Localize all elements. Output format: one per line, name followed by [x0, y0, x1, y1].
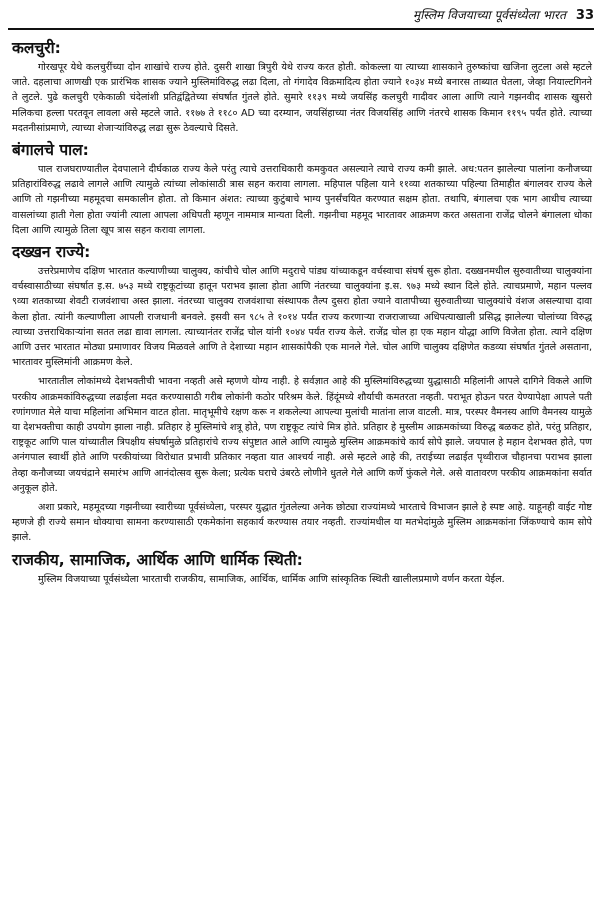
- section-heading: राजकीय, सामाजिक, आर्थिक आणि धार्मिक स्थिती:: [12, 550, 303, 569]
- paragraph: अशा प्रकारे, महमूदच्या गझनीच्या स्वारीच्या पूर्वसंध्येला, परस्पर युद्धात गुंतलेल्या अनेक छोट्या राज्यांमध्ये भारताचे विभाजन झाले हे स्पष्ट आहे. याहूनही वाईट गोष्ट म्हणजे ही राज्ये समान धोक्याचा सामना करण्यासाठी एकमेकांना सहकार्य करण्यास तयार नव्हती. राज्यांमधील या मतभेदांमुळे मुस्लिम आक्रमकांना जिंकण्याचे काम सोपे झाले.: [12, 502, 592, 544]
- page-body: [12, 34, 592, 591]
- section-deccan-kingdoms: [12, 242, 592, 546]
- section-heading: बंगालचे पाल:: [12, 141, 89, 160]
- section-conditions: [12, 550, 592, 587]
- paragraph: गोरखपूर येथे कलचुरींच्या दोन शाखांचे राज्य होते. दुसरी शाखा त्रिपुरी येथे राज्य करत होती. कोकल्ला या त्याच्या शासकाने तुरुष्कांचा खजिना लुटला असे म्हटले जाते. दहलाचा आणखी एक प्रारंभिक शासक ज्याने मुस्लिमांविरुद्ध लढा दिला, तो गंगादेव विक्रमादित्य होता ज्याने १०३४ मध्ये बनारस ताब्यात घेतला, जेव्हा नियाल्टगिनने ते लुटले. पुढे कलचुरी एकेकाळी चंदेलांशी प्रतिद्वंद्वितेच्या संघर्षात गुंतले होते. सुमारे ११३९ मध्ये जयसिंह कलचुरी गादीवर आला आणि त्याने गझनवीद शासक खुसरो मलिकचा हल्ला परतवून लावला असे म्हटले जाते. ११७७ ते ११८० AD च्या दरम्यान, जयसिंहाच्या नंतर विजयसिंह आणि नंतरचे शासक किमान ११९५ पर्यंत होते. त्याच्या मदतनीसांप्रमाणे, त्याच्या शेजाऱ्यांविरुद्ध लढा सुरू ठेवल्याचे दिसते.: [12, 62, 592, 134]
- section-heading: कलचुरी:: [12, 39, 61, 57]
- running-header: [8, 6, 594, 30]
- paragraph: उत्तरेप्रमाणेच दक्षिण भारतात कल्याणीच्या चालुक्य, कांचीचे चोल आणि मदुराचे पांड्य यांच्याकडून वर्चस्वाचा संघर्ष सुरू होता. दख्खनमधील सुरुवातीच्या चालुक्यांना वर्चस्वासाठीच्या संघर्षात इ.स. ७५३ मध्ये राष्ट्रकूटांच्या हातून पराभव झाला होता आणि नंतरच्या चालुक्यांना इ.स. ९७३ मध्ये स्थान दिले होते. त्याचप्रमाणे, महान पल्लव ९व्या शतकाच्या शेवटी राजवंशाचा अस्त झाला. नंतरच्या चालुक्य राजवंशाचा संस्थापक तैल्प दुसरा होता ज्याने वातापीच्या सुरुवातीच्या चालुक्यांचे वंशज असल्याचा दावा केला होता. त्यांनी कल्याणीला आपली राजधानी बनवले. इसवी सन ९८५ ते १०१४ पर्यंत राज्य करणाऱ्या राजराजाच्या अधिपत्याखाली प्रसिद्ध झालेल्या चोलांच्या विरुद्ध त्याच्या उत्तराधिकाऱ्यांना सतत लढा द्यावा लागला. त्याच्यानंतर राजेंद्र चोल यांनी १०४४ पर्यंत राज्य केले. राजेंद्र चोल हा एक महान योद्धा आणि विजेता होता. त्याने दक्षिण आणि उत्तर भारतात मोठ्या प्रमाणावर विजय मिळवले आणि ते देशाच्या महान शासकांपैकी एक मानले गेले. चोल आणि चालुक्य दक्षिणेत कडव्या संघर्षात गुंतले असताना, भारतावर मुस्लिमांनी आक्रमण केले.: [12, 266, 592, 369]
- section-bengal-palas: [12, 140, 592, 238]
- running-title: मुस्लिम विजयाच्या पूर्वसंध्येला भारत: [413, 8, 566, 22]
- paragraph: पाल राजघराण्यातील देवपालाने दीर्घकाळ राज्य केले परंतु त्याचे उत्तराधिकारी कमकुवत असल्याने त्याचे राज्य कमी झाले. अध:पतन झालेल्या पालांना कनौजच्या प्रतिहारांविरुद्ध लढावे लागले आणि त्यामुळे त्यांच्या लोकांसाठी त्रास सहन करावा लागला. महिपाल पहिला याने ११व्या शतकाच्या पहिल्या तिमाहीत बंगालवर राज्य केले आणि तो गझनीच्या महमूदचा समकालीन होता. तो किमान अंशत: त्याच्या कुटुंबाचे भाग्य पुनर्संचयित करण्यात सक्षम होता. तथापि, बंगालचा एक भाग आधीच त्याच्या वासलांच्या हाती गेला होता ज्यांनी त्याला आपला अधिपती म्हणून नाममात्र मान्यता दिली. गझनीचा महमूद भारतावर आक्रमण करत असताना राजेंद्र चोलने बंगालला धोका दिला आणि त्यामुळे तिला खूप त्रास सहन करावा लागला.: [12, 164, 592, 236]
- section-kalachuri: [12, 38, 592, 136]
- page-number: 33: [575, 8, 594, 23]
- section-heading: दख्खन राज्ये:: [12, 243, 91, 262]
- paragraph: मुस्लिम विजयाच्या पूर्वसंध्येला भारताची राजकीय, सामाजिक, आर्थिक, धार्मिक आणि सांस्कृतिक स्थिती खालीलप्रमाणे वर्णन करता येईल.: [38, 573, 505, 585]
- paragraph: भारतातील लोकांमध्ये देशभक्तीची भावना नव्हती असे म्हणणे योग्य नाही. हे सर्वज्ञात आहे की मुस्लिमांविरुद्धच्या युद्धासाठी महिलांनी आपले दागिने विकले आणि परकीय आक्रमकांविरुद्धच्या लढाईला मदत करण्यासाठी गरीब लोकांनी कठोर परिश्रम केले. हिंदूंमध्ये शौर्याची कमतरता नव्हती. पराभूत होऊन परत येण्यापेक्षा आपले पती रणांगणात मेले याचा महिलांना अभिमान वाटत होता. मातृभूमीचे रक्षण करू न शकलेल्या आपल्या मुलांची मातांना लाज वाटली. मात्र, परस्पर वैमनस्य आणि वैमनस्य यामुळे या देशभक्तीचा काही उपयोग झाला नाही. प्रतिहार हे मुस्लिमांचे शत्रू होते, पण राष्ट्रकूट त्यांचे मित्र होते. प्रतिहार हे मुस्लीम आक्रमकांच्या विरुद्ध बळकट होते, परंतु प्रतिहार, राष्ट्रकूट आणि पाल यांच्यातील त्रिपक्षीय संघर्षामुळे प्रतिहारांचे राज्य संपुष्टात आले आणि त्यामुळे मुस्लिम आक्रमकांचे कार्य सोपे झाले. जयपाल हे महान देशभक्त होते, पण अनंगपाल स्वार्थी होते आणि परकीयांच्या विरोधात प्रभावी प्रतिकार नव्हता यात आश्चर्य नाही. असे म्हटले आहे की, तराईच्या लढाईत पृथ्वीराज चौहानचा पराभव झाला तेव्हा कनौजच्या जयचंद्राने समारंभ आणि आनंदोत्सव सुरू केला; प्रत्येक घराचे उंबरठे लोणीने धुतले गेले आणि कर्णे फुंकले गेले. असे वातावरण परकीय आक्रमकांना सर्वात अनुकूल होते.: [12, 376, 592, 494]
